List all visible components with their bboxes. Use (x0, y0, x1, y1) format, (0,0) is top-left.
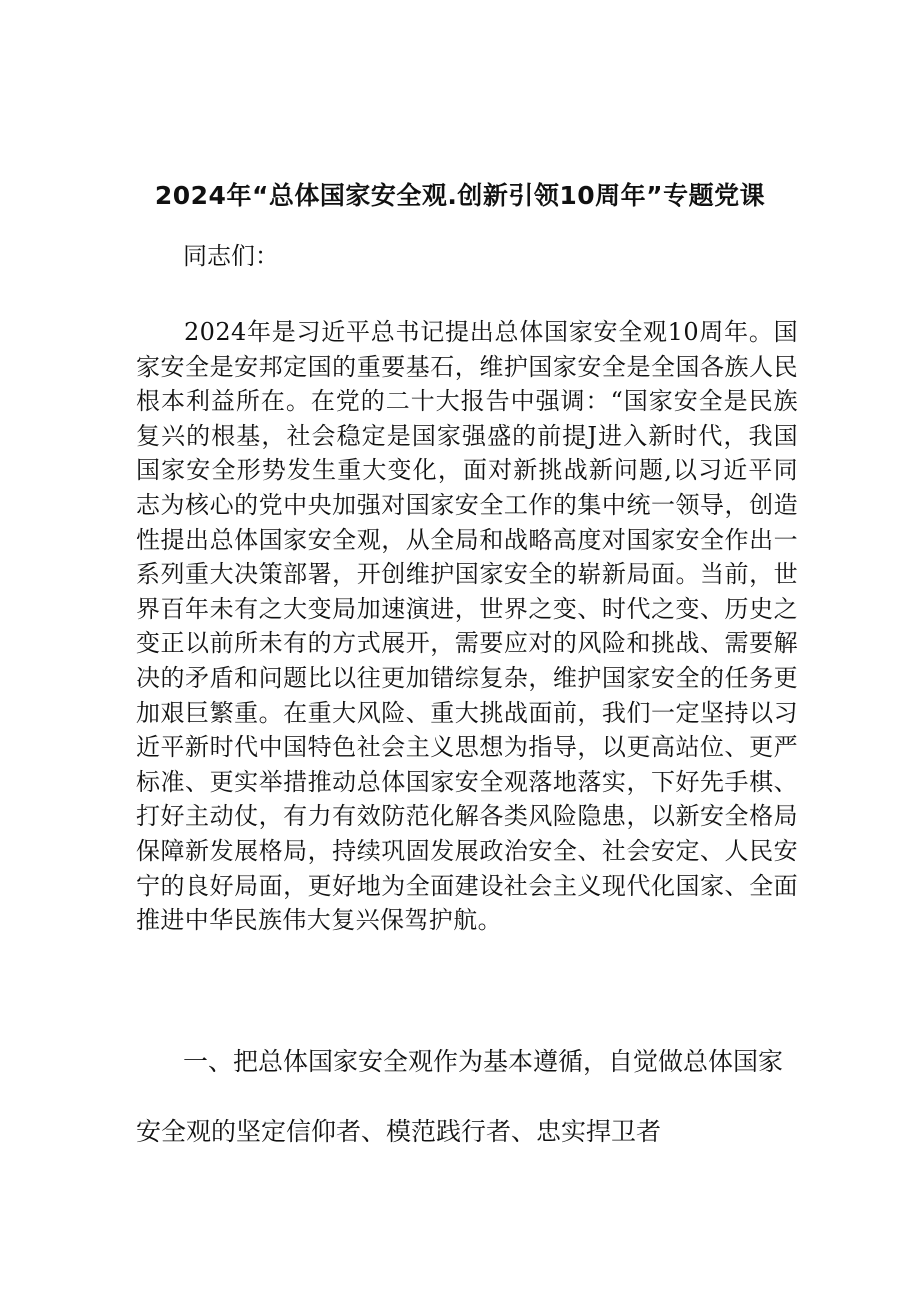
paragraph-1: 2024年是习近平总书记提出总体国家安全观10周年。国家安全是安邦定国的重要基石，维护国家安全是全国各族人民根本利益所在。在党的二十大报告中强调：“国家安全是民族复兴的根基，社会稳定是国家强盛的前提J进入新时代，我国国家安全形势发生重大变化，面对新挑战新问题,以习近平同志为核心的党中央加强对国家安全工作的集中统一领导，创造性提出总体国家安全观，从全局和战略高度对国家安全作出一系列重大决策部署，开创维护国家安全的崭新局面。当前，世界百年未有之大变局加速演进，世界之变、时代之变、历史之变正以前所未有的方式展开，需要应对的风险和挑战、需要解决的矛盾和问题比以往更加错综复杂，维护国家安全的任务更加艰巨繁重。在重大风险、重大挑战面前，我们一定坚持以习近平新时代中国特色社会主义思想为指导，以更高站位、更严标准、更实举措推动总体国家安全观落地落实，下好先手棋、打好主动仗，有力有效防范化解各类风险隐患，以新安全格局保障新发展格局，持续巩固发展政治安全、社会安定、人民安宁的良好局面，更好地为全面建设社会主义现代化国家、全面推进中华民族伟大复兴保驾护航。 (136, 318, 798, 935)
section-heading-line-2: 安全观的坚定信仰者、模范践行者、忠实捍卫者 (136, 1117, 662, 1146)
document-title: 2024年“总体国家安全观.创新引领10周年”专题党课 (154, 181, 766, 210)
body-paragraph (136, 315, 798, 938)
salutation: 同志们： (183, 242, 279, 270)
section-heading-line-1: 一、把总体国家安全观作为基本遵循，自觉做总体国家 (183, 1047, 784, 1076)
